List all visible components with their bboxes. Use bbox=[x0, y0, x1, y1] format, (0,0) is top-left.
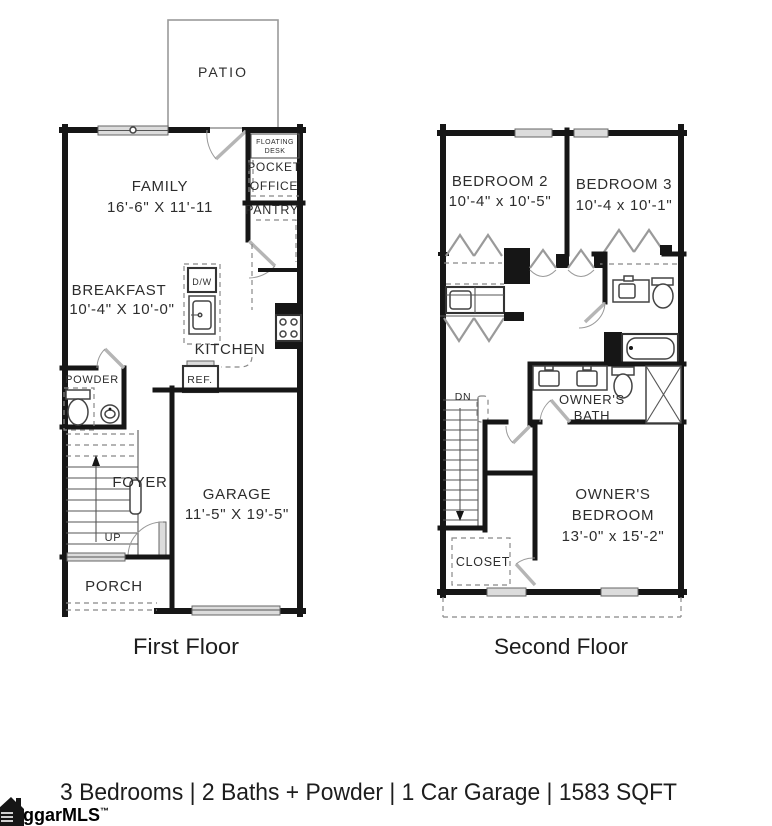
second-floor-label: Second Floor bbox=[494, 634, 628, 659]
pocket-office-label-1: POCKET bbox=[247, 160, 301, 174]
owners-bath-label-1: OWNER'S bbox=[559, 392, 625, 407]
pocket-office-area bbox=[245, 130, 303, 203]
mls-logo-text: ggarMLS™ bbox=[23, 805, 110, 825]
house-icon bbox=[0, 797, 24, 826]
pocket-office-label-2: OFFICE bbox=[249, 179, 299, 193]
owners-bath bbox=[530, 364, 684, 425]
up-label: UP bbox=[104, 532, 122, 544]
family-window bbox=[98, 126, 168, 135]
floating-desk-label-2: DESK bbox=[264, 148, 286, 155]
owners-bedroom-dims: 13'-0" x 15'-2" bbox=[561, 528, 665, 545]
second-floor-plan bbox=[440, 127, 684, 659]
dn-label: DN bbox=[454, 391, 472, 403]
stove bbox=[275, 303, 302, 349]
patio-label: PATIO bbox=[198, 64, 248, 80]
patio-door bbox=[207, 130, 246, 159]
owners-bedroom-label-2: BEDROOM bbox=[571, 507, 655, 524]
front-door bbox=[128, 522, 166, 557]
pantry bbox=[245, 203, 300, 278]
garage-dims: 11'-5" X 19'-5" bbox=[184, 506, 290, 523]
owners-bedroom-label-1: OWNER'S bbox=[575, 486, 651, 503]
family-dims: 16'-6" X 11'-11 bbox=[106, 199, 214, 216]
bedroom3-dims: 10'-4 x 10'-1" bbox=[575, 197, 673, 214]
dishwasher-label: D/W bbox=[192, 277, 212, 287]
bedroom3-label: BEDROOM 3 bbox=[575, 176, 673, 193]
floating-desk-label-1: FLOATING bbox=[256, 139, 294, 146]
kitchen-label: KITCHEN bbox=[194, 341, 266, 358]
powder-label: POWDER bbox=[65, 374, 119, 386]
listing-summary: 3 Bedrooms | 2 Baths + Powder | 1 Car Garage | 1583 SQFT bbox=[60, 779, 678, 806]
first-floor-label: First Floor bbox=[133, 634, 239, 659]
breakfast-dims: 10'-4" X 10'-0" bbox=[69, 301, 175, 318]
kitchen-island bbox=[184, 264, 220, 344]
closet-label: CLOSET bbox=[455, 555, 511, 569]
bedroom2-closet bbox=[440, 235, 530, 341]
refrigerator bbox=[183, 361, 218, 392]
porch-label: PORCH bbox=[85, 578, 143, 595]
first-floor-plan bbox=[62, 20, 303, 659]
breakfast-label: BREAKFAST bbox=[71, 282, 167, 299]
powder-room bbox=[62, 349, 124, 430]
porch bbox=[62, 553, 172, 595]
patio bbox=[168, 20, 278, 128]
stairs-down bbox=[443, 391, 488, 528]
garage-label: GARAGE bbox=[202, 486, 272, 503]
owners-bath-label-2: BATH bbox=[573, 408, 611, 423]
pantry-label: PANTRY bbox=[245, 203, 299, 217]
family-label: FAMILY bbox=[131, 178, 189, 195]
refrigerator-label: REF. bbox=[187, 374, 213, 386]
stairs-up bbox=[66, 430, 141, 556]
foyer-label: FOYER bbox=[112, 474, 168, 491]
closet-walls bbox=[440, 422, 535, 585]
bedroom2-label: BEDROOM 2 bbox=[451, 173, 549, 190]
bedroom2-dims: 10'-4" x 10'-5" bbox=[448, 193, 552, 210]
bathtub bbox=[604, 332, 678, 365]
